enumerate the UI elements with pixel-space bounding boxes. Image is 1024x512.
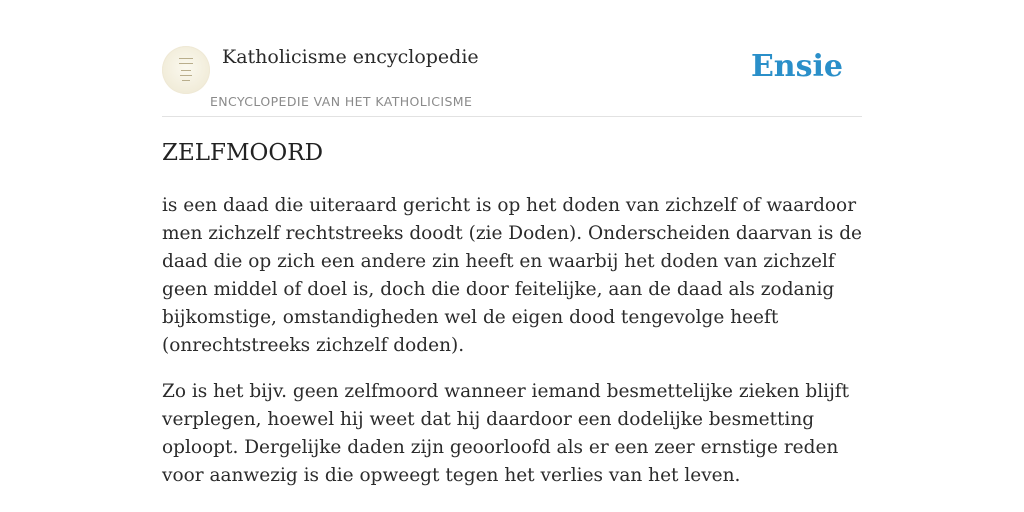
- site-header: [162, 40, 862, 117]
- article-title: ZELFMOORD: [162, 140, 324, 166]
- article-paragraph: is een daad die uiteraard gericht is op het doden van zichzelf of waardoor men zichzelf rechtstreeks doodt (zie Doden). Onderscheiden daarvan is de daad die op zich een andere zin heeft en waarbij het doden van zichzelf geen middel of doel is, doch die door feitelijke, aan de daad als zodanig bijkomstige, omstandigheden wel de eigen dood tengevolge heeft (onrechtstreeks zichzelf doden).: [162, 195, 863, 356]
- article-paragraph: Zo is het bijv. geen zelfmoord wanneer iemand besmettelijke zieken blijft verplegen, hoewel hij weet dat hij daardoor een dodelijke besmetting oploopt. Dergelijke daden zijn geoorloofd als er een zeer ernstige reden voor aanwezig is die opweegt tegen het verlies van het leven.: [162, 381, 850, 486]
- ensie-logo-link[interactable]: Ensie: [750, 49, 843, 84]
- site-title[interactable]: Katholicisme encyclopedie: [222, 46, 479, 68]
- article-body: [162, 192, 862, 508]
- encyclopedia-cover-thumbnail[interactable]: [162, 46, 210, 94]
- site-subtitle: ENCYCLOPEDIE VAN HET KATHOLICISME: [210, 94, 473, 109]
